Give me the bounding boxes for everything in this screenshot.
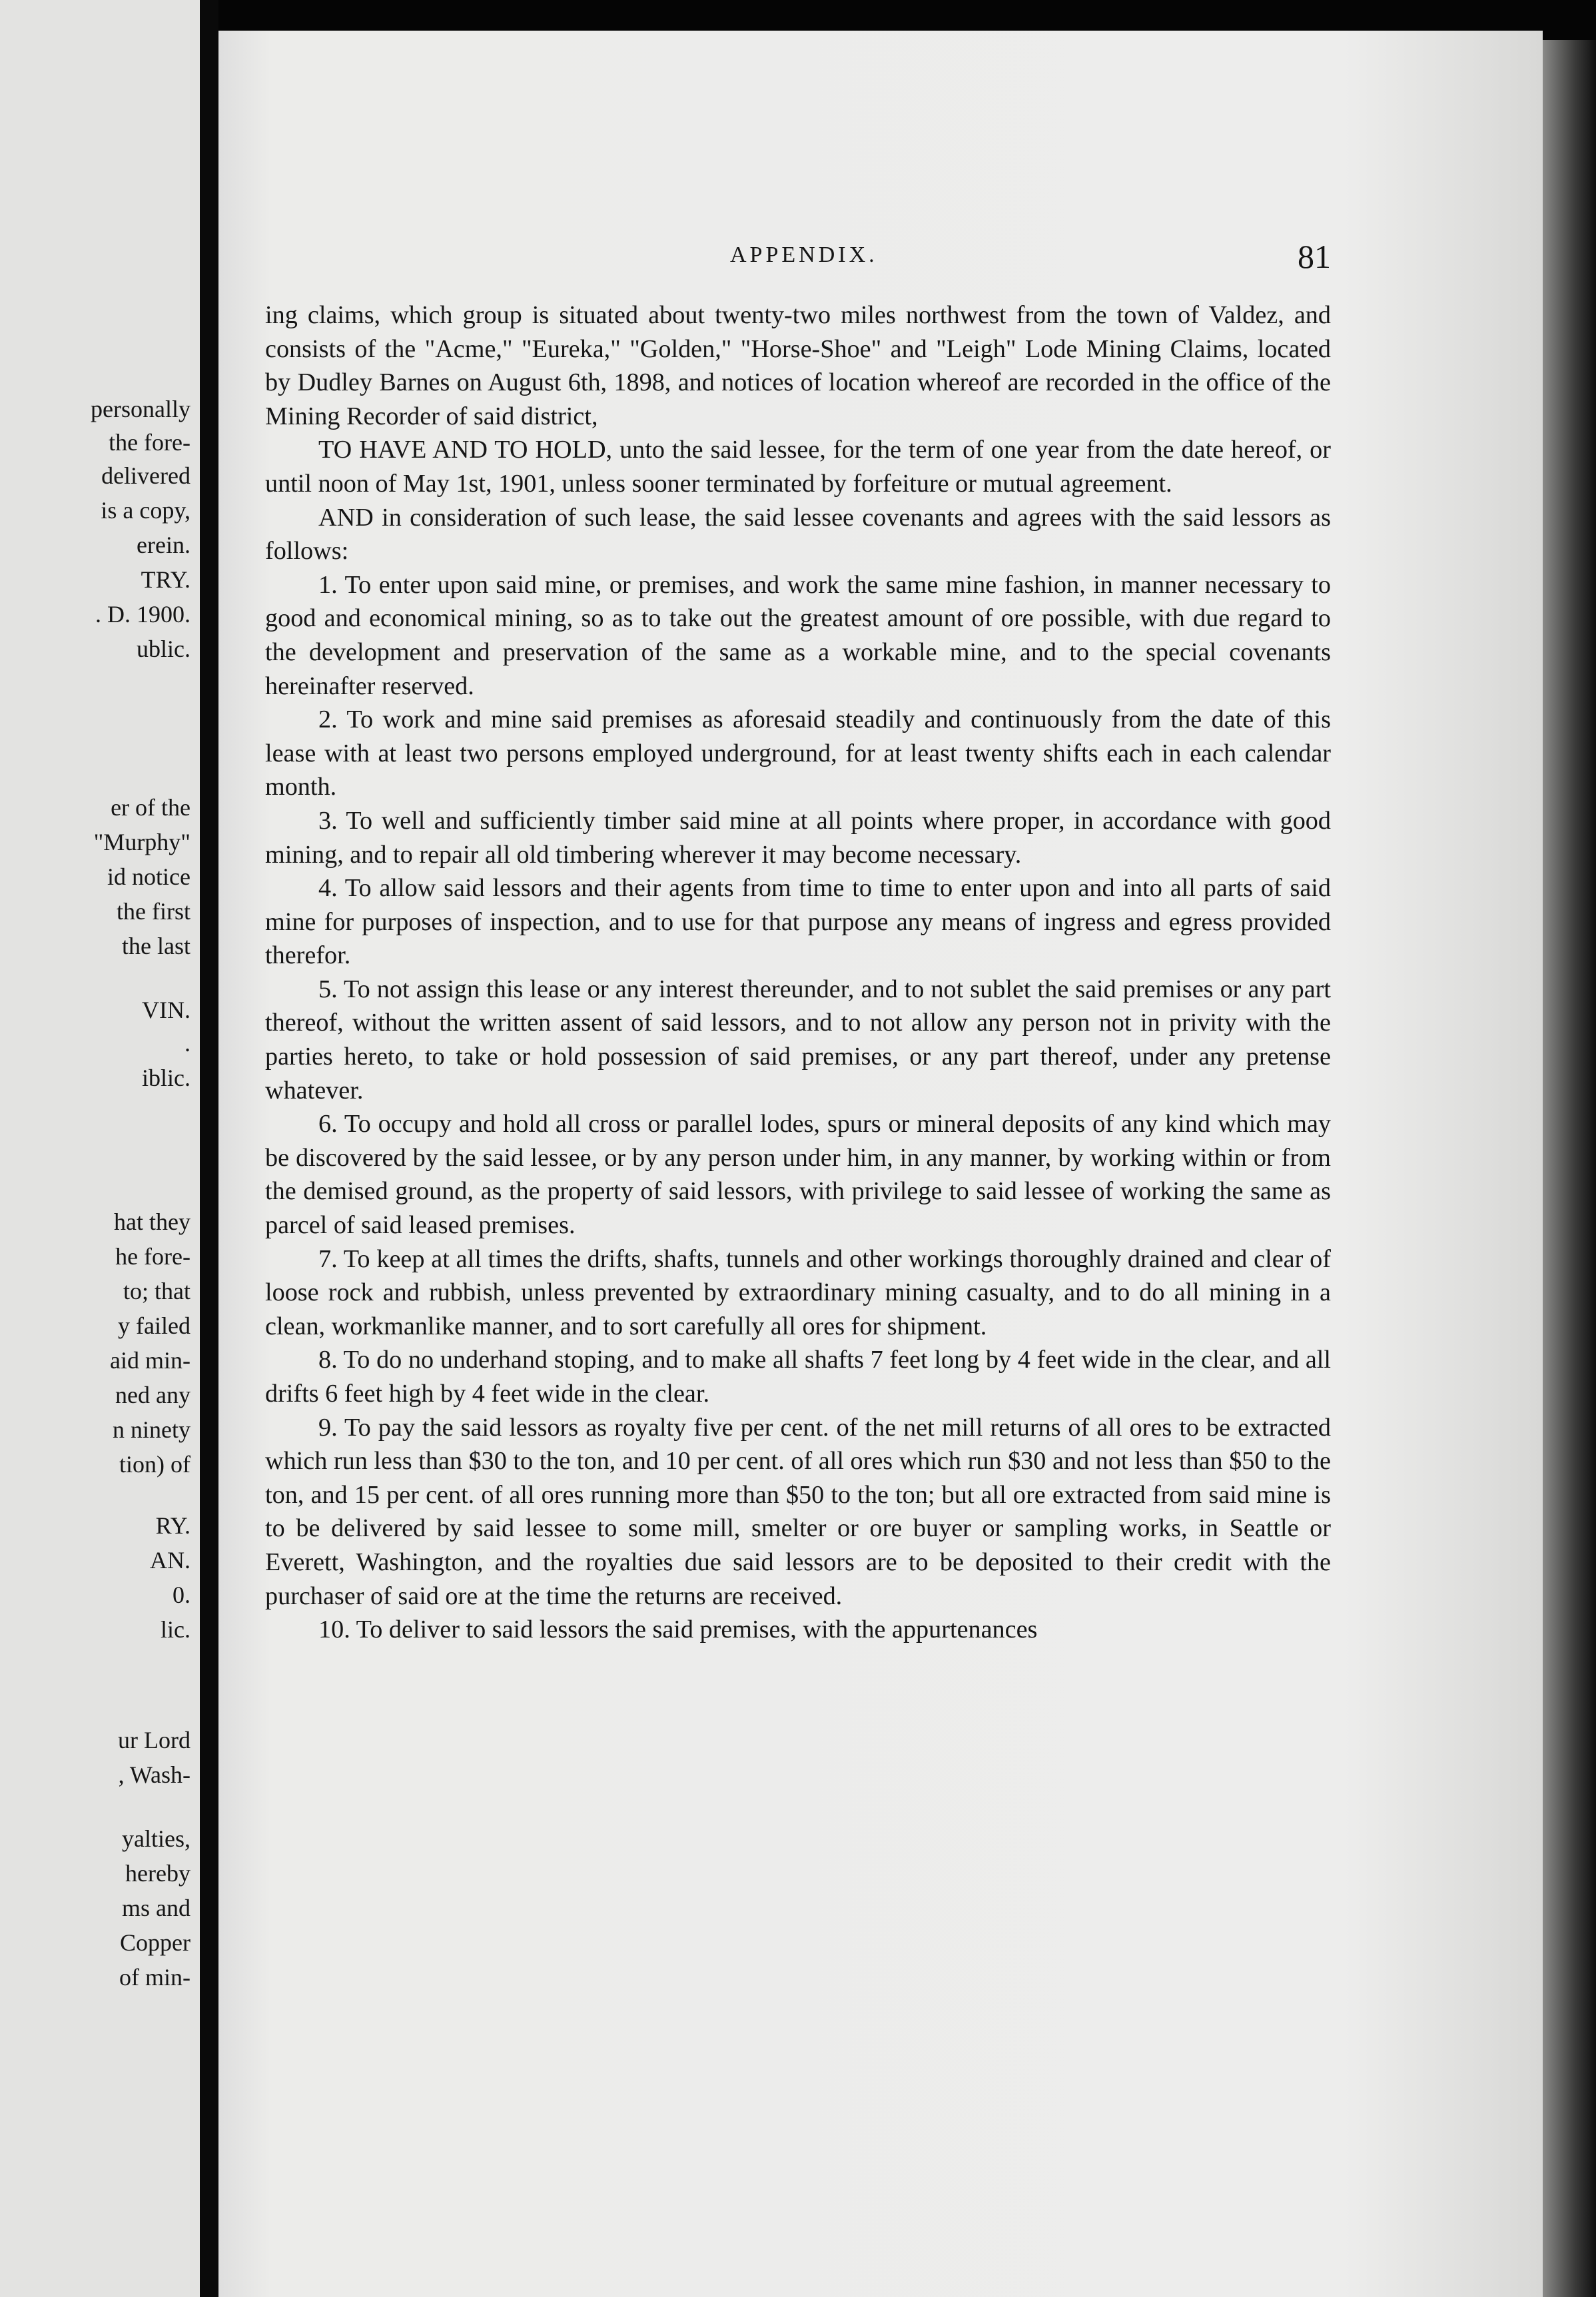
- page-number: 81: [1298, 238, 1331, 275]
- left-line: delivered: [101, 462, 191, 489]
- left-line: of min-: [119, 1964, 191, 1991]
- left-line: ms and: [122, 1895, 191, 1921]
- left-line: n ninety: [113, 1416, 191, 1443]
- left-line: . D. 1900.: [95, 601, 191, 628]
- left-line: yalties,: [122, 1825, 191, 1852]
- paragraph: 1. To enter upon said mine, or premises, and work the same mine fashion, in manner necessary to good and economical mining, so as to take out the greatest amount of ore possible, with due regard to the development and preservation of the same as a workable mine, and to the special covenants hereinafter reserved.: [265, 570, 1331, 700]
- left-line: ur Lord: [118, 1727, 191, 1753]
- left-line: Copper: [120, 1929, 191, 1956]
- left-line: the fore-: [109, 429, 191, 456]
- page-header: [218, 238, 1543, 289]
- paragraph: 10. To deliver to said lessors the said premises, with the appurtenances: [318, 1615, 1038, 1644]
- left-line: "Murphy": [93, 829, 191, 855]
- left-line: tion) of: [119, 1451, 191, 1478]
- left-line: TRY.: [141, 566, 191, 593]
- left-line: the last: [122, 933, 191, 959]
- left-line: AN.: [150, 1547, 191, 1574]
- left-line: 0.: [173, 1582, 191, 1608]
- paragraph: 3. To well and sufficiently timber said mine at all points where proper, in accordance with good mining, and to repair all old timbering wherever it may become necessary.: [265, 806, 1331, 869]
- paragraph: 6. To occupy and hold all cross or parallel lodes, spurs or mineral deposits of any kind which may be discovered by the said lessee, or by any person under him, in any manner, by working within or from the demised ground, as the property of said lessors, with privilege to said lessee of working the same as parcel of said leased premises.: [265, 1110, 1331, 1240]
- left-line: personally: [91, 396, 191, 422]
- paragraph: 8. To do no underhand stoping, and to make all shafts 7 feet long by 4 feet wide in the clear, and all drifts 6 feet high by 4 feet wide in the clear.: [265, 1346, 1331, 1408]
- body-text: [265, 298, 1331, 1647]
- left-line: lic.: [161, 1616, 191, 1643]
- page-edge-shadow: [1543, 40, 1596, 2297]
- paragraph: 7. To keep at all times the drifts, shafts, tunnels and other workings thoroughly drained and clear of loose rock and rubbish, unless prevented by extraordinary mining casualty, and to do all mining in a clean, workmanlike manner, and to sort carefully all ores for shipment.: [265, 1244, 1331, 1340]
- left-line: ublic.: [137, 636, 191, 662]
- paragraph: 4. To allow said lessors and their agents from time to time to enter upon and into all parts of said mine for purposes of inspection, and to use for that purpose any means of ingress and egress provided therefor.: [265, 874, 1331, 970]
- paragraph: 9. To pay the said lessors as royalty five per cent. of the net mill returns of all ores to be extracted which run less than $30 to the ton, and 10 per cent. of all ores which run $30 and not less than $50 to the ton, and 15 per cent. of all ores running more than $50 to the ton; but all ore extracted from said mine is to be delivered by said lessee to some mill, smelter or ore buyer or sampling works, in Seattle or Everett, Washington, and the royalties due said lessors are to be deposited to their credit with the purchaser of said ore at the time the returns are received.: [265, 1413, 1331, 1610]
- left-line: RY.: [155, 1512, 191, 1539]
- left-page-text: [0, 0, 200, 2297]
- left-line: er of the: [111, 794, 191, 821]
- left-line: he fore-: [115, 1243, 191, 1270]
- left-line: id notice: [107, 863, 191, 890]
- paragraph: TO HAVE AND TO HOLD, unto the said lessee, for the term of one year from the date hereof, or until noon of May 1st, 1901, unless sooner terminated by forfeiture or mutual agreement.: [265, 436, 1331, 498]
- left-page: [0, 0, 200, 2297]
- paragraph: AND in consideration of such lease, the said lessee covenants and agrees with the said lessors as follows:: [265, 503, 1331, 566]
- left-line: is a copy,: [101, 497, 191, 524]
- left-line: erein.: [137, 532, 191, 558]
- left-line: ned any: [115, 1382, 191, 1408]
- left-line: hat they: [114, 1208, 191, 1235]
- left-line: VIN.: [142, 997, 191, 1023]
- left-line: hereby: [125, 1860, 191, 1887]
- left-line: to; that: [123, 1278, 191, 1304]
- left-line: the first: [117, 898, 191, 925]
- left-line: , Wash-: [118, 1761, 191, 1788]
- book-gutter: [200, 0, 218, 2297]
- left-line: aid min-: [110, 1347, 191, 1374]
- left-line: .: [185, 1030, 191, 1057]
- running-header: APPENDIX.: [730, 242, 878, 267]
- left-line: iblic.: [142, 1065, 191, 1091]
- paragraph: ing claims, which group is situated about twenty-two miles northwest from the town of Valdez, and consists of the "Acme," "Eureka," "Golden," "Horse-Shoe" and "Leigh" Lode Mining Claims, located by Dudley Barnes on August 6th, 1898, and notices of location whereof are recorded in the office of the Mining Recorder of said district,: [265, 301, 1331, 430]
- paragraph: 5. To not assign this lease or any interest thereunder, and to not sublet the said premises or any part thereof, without the written assent of said lessors, and to not allow any person not in privity with the parties hereto, to take or hold possession of said premises, or any part thereof, under any pretense whatever.: [265, 975, 1331, 1105]
- paragraph: 2. To work and mine said premises as aforesaid steadily and continuously from the date of this lease with at least two persons employed underground, for at least twenty shifts each in each calendar month.: [265, 705, 1331, 801]
- left-line: y failed: [118, 1312, 191, 1339]
